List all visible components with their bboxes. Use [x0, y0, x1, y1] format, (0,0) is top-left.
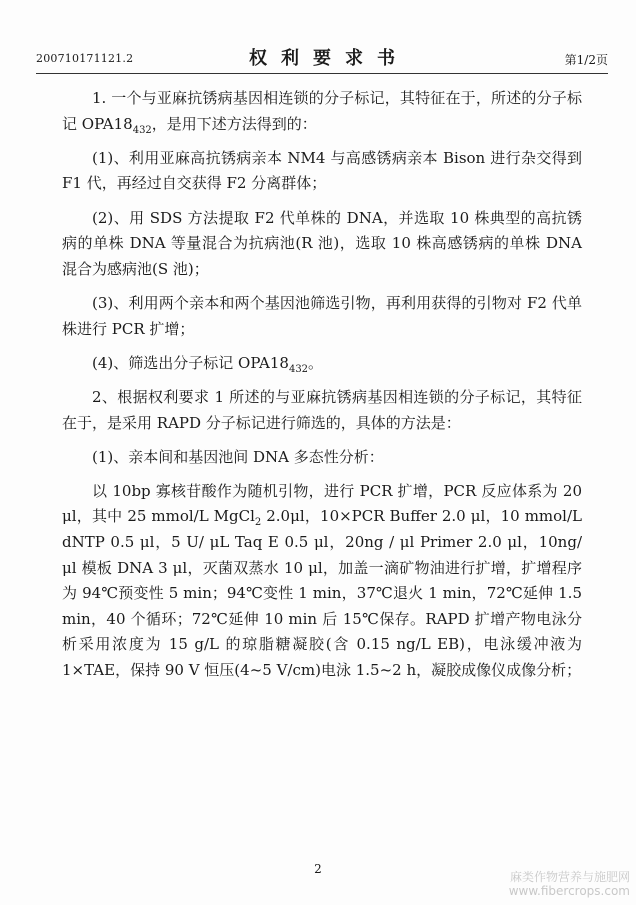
claim-1-step-1: (1)、利用亚麻高抗锈病亲本 NM4 与高感锈病亲本 Bison 进行杂交得到 F1 代，再经过自交获得 F2 分离群体；: [62, 148, 582, 193]
claims-body: [62, 86, 582, 684]
claim-2: 2、根据权利要求 1 所述的与亚麻抗锈病基因相连锁的分子标记，其特征在于，是采用 RAPD 分子标记进行筛选的，具体的方法是：: [62, 387, 582, 432]
header-divider: [36, 73, 608, 74]
claim-1-step-3: (3)、利用两个亲本和两个基因池筛选引物，再利用获得的引物对 F2 代单株进行 PCR 扩增；: [62, 293, 582, 338]
watermark: [509, 870, 630, 898]
claim-2-step-1: (1)、亲本间和基因池间 DNA 多态性分析：: [92, 447, 384, 466]
page-number: 2: [314, 862, 322, 876]
document-title: 权利要求书: [249, 48, 409, 69]
document-header: [36, 44, 608, 72]
application-number: 200710171121.2: [36, 52, 134, 65]
claim-1: 1. 一个与亚麻抗锈病基因相连锁的分子标记，其特征在于，所述的分子标记 $OPA18_{432}$，是用下述方法得到的：: [62, 89, 582, 136]
watermark-line-2: www.fibercrops.com: [508, 884, 630, 898]
watermark-line-1: 麻类作物营养与施肥网: [509, 870, 630, 884]
page-indicator: 第1/2页: [564, 53, 608, 67]
claim-1-step-4: (4)、筛选出分子标记 $OPA18_{432}$。: [92, 353, 324, 375]
claim-1-step-2: (2)、用 SDS 方法提取 F2 代单株的 DNA，并选取 10 株典型的高抗锈病的单株 DNA 等量混合为抗病池(R 池)，选取 10 株高感锈病的单株 DNA 混合为感病池(S 池)；: [62, 208, 582, 278]
claim-2-method: 以 10bp 寡核苷酸作为随机引物，进行 PCR 扩增，PCR 反应体系为 20 μl，其中 25 mmol/L MgCl$_2$ 2.0μl，10×PCR Buffer 2.0 μl，10 mmol/L dNTP 0.5 μl，5 U/ μL Taq E 0.5 μl，20ng / μl Primer 2.0 μl，10ng/ μl 模板 DNA 3 μl，灭菌双蒸水 10 μl，加盖一滴矿物油进行扩增，扩增程序为 94℃预变性 5 min；94℃变性 1 min，37℃退火 1 min，72℃延伸 1.5 min，40 个循环；72℃延伸 10 min 后 15℃保存。RAPD 扩增产物电泳分析采用浓度为 15 g/L 的琼脂糖凝胶(含 0.15 ng/L EB)，电泳缓冲液为 1×TAE，保持 90 V 恒压(4~5 V/cm)电泳 1.5~2 h，凝胶成像仪成像分析；: [62, 481, 582, 680]
